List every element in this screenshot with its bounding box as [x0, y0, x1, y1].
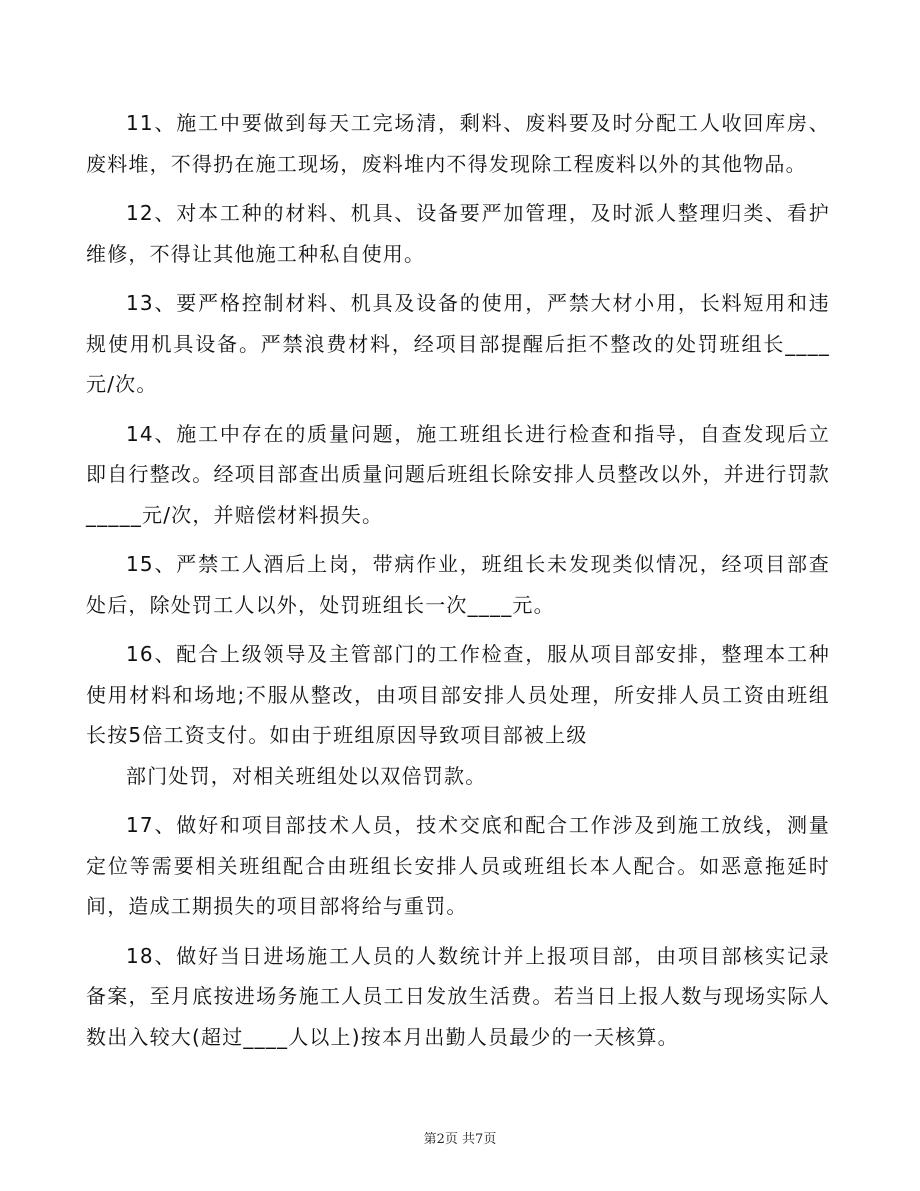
paragraph-item-18: 18、做好当日进场施工人员的人数统计并上报项目部，由项目部核实记录备案，至月底按进场务施工人员工日发放生活费。若当日上报人数与现场实际人数出入较大(超过____人以上)按本月出勤人员最少的一天核算。 [86, 943, 830, 1049]
paragraph-item-16: 16、配合上级领导及主管部门的工作检查，服从项目部安排，整理本工种使用材料和场地;不服从整改，由项目部安排人员处理，所安排人员工资由班组长按5倍工资支付。如由于班组原因导致项目部被上级 [86, 642, 830, 747]
paragraph-item-13: 13、要严格控制材料、机具及设备的使用，严禁大材小用，长料短用和违规使用机具设备。严禁浪费材料，经项目部提醒后拒不整改的处罚班组长____元/次。 [86, 291, 830, 396]
paragraph-item-14: 14、施工中存在的质量问题，施工班组长进行检查和指导，自查发现后立即自行整改。经项目部查出质量问题后班组长除安排人员整改以外，并进行罚款_____元/次，并赔偿材料损失。 [86, 421, 830, 527]
document-body [86, 103, 830, 1066]
page-number-footer: 第2页 共7页 [423, 1132, 497, 1147]
paragraph-item-17: 17、做好和项目部技术人员，技术交底和配合工作涉及到施工放线，测量定位等需要相关班组配合由班组长安排人员或班组长本人配合。如恶意拖延时间，造成工期损失的项目部将给与重罚。 [86, 813, 830, 918]
paragraph-item-15: 15、严禁工人酒后上岗，带病作业，班组长未发现类似情况，经项目部查处后，除处罚工人以外，处罚班组长一次____元。 [86, 552, 830, 617]
paragraph-item-12: 12、对本工种的材料、机具、设备要严加管理，及时派人整理归类、看护维修，不得让其他施工种私自使用。 [86, 201, 830, 266]
paragraph-item-11: 11、施工中要做到每天工完场清，剩料、废料要及时分配工人收回库房、废料堆，不得扔在施工现场，废料堆内不得发现除工程废料以外的其他物品。 [86, 111, 830, 176]
paragraph-item-16-continued: 部门处罚，对相关班组处以双倍罚款。 [126, 763, 487, 788]
